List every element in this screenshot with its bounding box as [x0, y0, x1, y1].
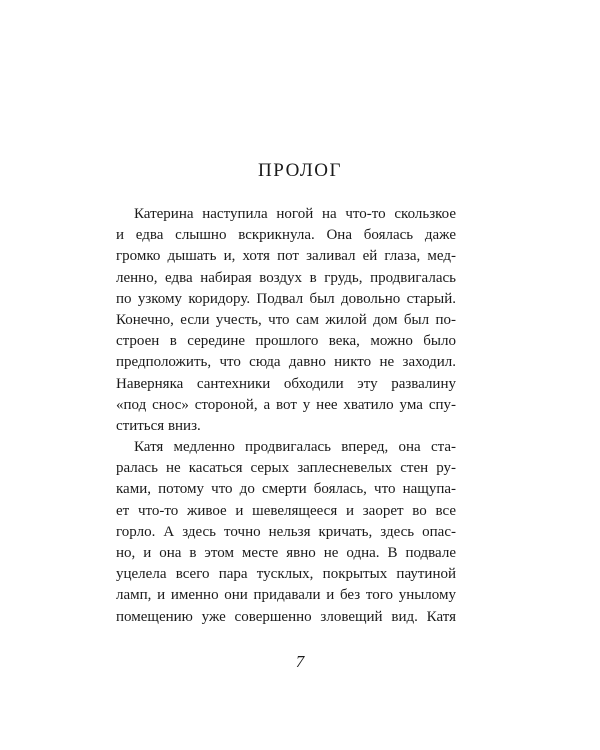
text-line: ститься вниз.	[116, 417, 201, 434]
chapter-title: ПРОЛОГ	[258, 160, 342, 181]
text-line: ками, потому что до смерти боялась, что нащупа-	[116, 481, 456, 498]
text-line: и едва слышно вскрикнула. Она боялась даже	[116, 227, 456, 244]
text-line: Катя медленно продвигалась вперед, она ста-	[134, 439, 456, 456]
text-line: горло. А здесь точно нельзя кричать, здесь опас-	[116, 523, 456, 540]
text-line: «под снос» стороной, а вот у нее хватило ума спу-	[116, 396, 456, 413]
text-line: ленно, едва набирая воздух в грудь, продвигалась	[116, 269, 456, 286]
text-line: уцелела всего пара тусклых, покрытых паутиной	[116, 566, 456, 583]
body-text	[116, 204, 456, 628]
text-line: ламп, и именно они придавали и без того унылому	[116, 587, 456, 604]
text-line: громко дышать и, хотя пот заливал ей глаза, мед-	[116, 248, 456, 265]
page-number: 7	[295, 652, 305, 671]
text-line: Наверняка сантехники обходили эту развалину	[116, 375, 456, 392]
text-line: Конечно, если учесть, что сам жилой дом был по-	[116, 311, 456, 328]
text-line: помещению уже совершенно зловещий вид. Катя	[116, 608, 456, 625]
text-line: но, и она в этом месте явно не одна. В подвале	[116, 545, 456, 561]
text-line: ет что-то живое и шевелящееся и заорет во все	[116, 502, 456, 519]
text-line: Катерина наступила ногой на что-то скользкое	[134, 206, 456, 222]
text-line: по узкому коридору. Подвал был довольно старый.	[116, 290, 456, 307]
text-line: ралась не касаться серых заплесневелых стен ру-	[116, 460, 456, 477]
text-line: предположить, что сюда давно никто не заходил.	[116, 354, 456, 371]
text-line: строен в середине прошлого века, можно было	[116, 333, 456, 350]
